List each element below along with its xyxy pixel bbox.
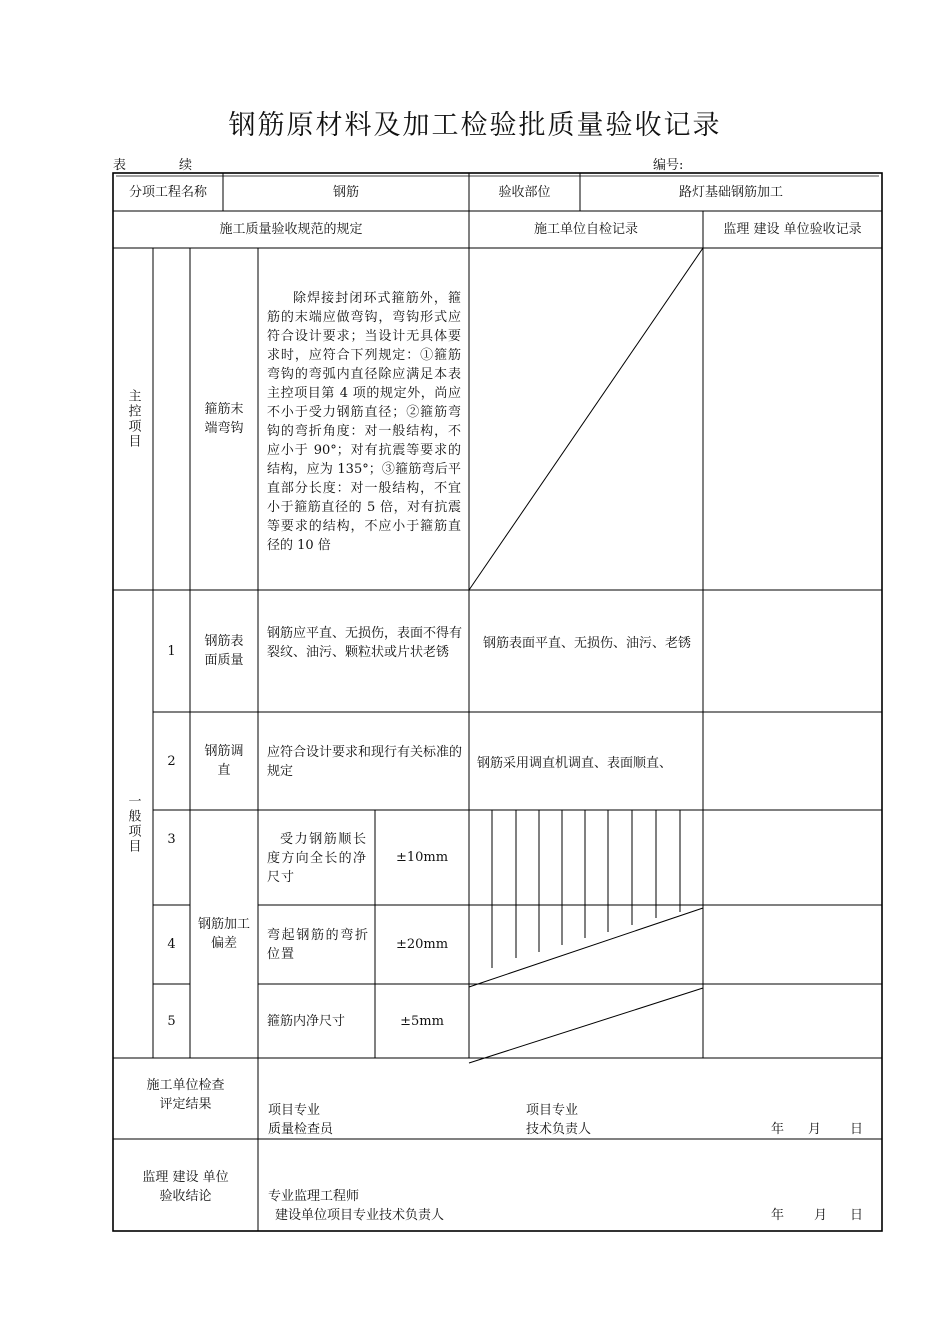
general-item-2-requirement: 应符合设计要求和现行有关标准的规定 xyxy=(267,745,463,779)
spec-header: 施工质量验收规范的规定 xyxy=(219,222,363,237)
project-name-value: 钢筋 xyxy=(332,184,359,200)
supervision-engineer-label: 专业监理工程师 xyxy=(268,1189,360,1204)
general-item-1-name-2: 面质量 xyxy=(204,653,244,668)
general-category: 一般项目 xyxy=(125,794,141,854)
deviation-5-name: 箍筋内净尺寸 xyxy=(267,1013,346,1029)
location-value: 路灯基础钢筋加工 xyxy=(678,184,783,200)
owner-tech-label: 建设单位项目专业技术负责人 xyxy=(275,1208,445,1223)
deviation-4-tolerance: ±20mm xyxy=(395,937,449,952)
deviation-4-no: 4 xyxy=(167,937,176,952)
main-control-category: 主控项目 xyxy=(125,389,141,449)
general-item-1-requirement: 钢筋应平直、无损伤，表面不得有裂纹、油污、颗粒状或片状老锈 xyxy=(267,626,463,660)
deviation-3-name: 受力钢筋顺长度方向全长的净尺寸 xyxy=(267,832,367,885)
deviation-4-name: 弯起钢筋的弯折位置 xyxy=(267,928,369,962)
general-item-1-name xyxy=(190,590,258,712)
supervision-year: 年 xyxy=(771,1208,785,1223)
page-title: 钢筋原材料及加工检验批质量验收记录 xyxy=(228,110,722,141)
tech-lead-label-1: 项目专业 xyxy=(526,1103,579,1118)
main-control-item-cell xyxy=(190,248,258,590)
inspector-label-1: 项目专业 xyxy=(268,1103,321,1118)
form-label: 表 xyxy=(113,158,127,173)
general-item-2-name xyxy=(190,712,258,810)
tech-lead-label xyxy=(526,1101,591,1139)
general-item-2-name-2: 直 xyxy=(217,763,231,778)
deviation-5-no: 5 xyxy=(167,1013,176,1029)
construction-result-label xyxy=(113,1076,258,1122)
general-item-2-no: 2 xyxy=(167,753,176,769)
form-cont-label: 续 xyxy=(179,158,193,173)
supervision-result-label-2: 验收结论 xyxy=(159,1189,212,1204)
supervision-result-label-1: 监理 建设 单位 xyxy=(142,1170,229,1185)
inspector-label-2: 质量检查员 xyxy=(268,1122,334,1137)
supervision-header: 监理 建设 单位验收记录 xyxy=(723,222,862,237)
construction-result-label-1: 施工单位检查 xyxy=(146,1078,225,1093)
construction-day: 日 xyxy=(850,1122,864,1137)
self-check-header: 施工单位自检记录 xyxy=(533,222,638,237)
project-name-label: 分项工程名称 xyxy=(128,184,207,200)
inspector-label xyxy=(268,1101,333,1139)
number-label: 编号: xyxy=(653,158,684,173)
deviation-3-tolerance: ±10mm xyxy=(395,850,449,865)
supervision-day: 日 xyxy=(850,1208,864,1223)
general-item-1-no: 1 xyxy=(167,643,176,659)
deviation-group-2: 偏差 xyxy=(210,936,237,951)
general-category-cell xyxy=(113,590,153,1058)
deviation-group-1: 钢筋加工 xyxy=(197,917,250,932)
tech-lead-label-2: 技术负责人 xyxy=(526,1122,592,1137)
supervision-result-label xyxy=(113,1168,258,1208)
deviation-5-tolerance: ±5mm xyxy=(400,1013,444,1029)
main-control-requirement: 除焊接封闭环式箍筋外，箍筋的末端应做弯钩，弯钩形式应符合设计要求；当设计无具体要求时，应符合下列规定：①箍筋弯钩的弯弧内直径除应满足本表主控项目第 4 项的规定外，尚应不小于受力钢筋直径；②箍筋弯钩的弯折角度：对一般结构，不应小于 90°；对有抗震等要求的结构，应为 135°；③箍筋弯后平直部分长度：对一般结构，不宜小于箍筋直径的 5 倍，对有抗震等要求的结构，不应小于箍筋直径的 10 倍 xyxy=(267,291,461,553)
general-item-2-name-1: 钢筋调 xyxy=(204,744,244,759)
general-item-1-name-1: 钢筋表 xyxy=(204,634,244,649)
main-control-category-cell xyxy=(113,248,153,590)
deviation-3-no: 3 xyxy=(167,831,176,847)
construction-month: 月 xyxy=(808,1122,822,1137)
main-control-item-name-1: 箍筋末 xyxy=(204,402,244,417)
general-item-2-record: 钢筋采用调直机调直、表面顺直、 xyxy=(477,756,673,771)
location-label: 验收部位 xyxy=(498,184,551,200)
supervision-month: 月 xyxy=(814,1208,828,1223)
deviation-group xyxy=(190,810,258,1058)
main-control-item-name-2: 端弯钩 xyxy=(204,421,244,436)
construction-result-label-2: 评定结果 xyxy=(159,1097,212,1112)
general-item-1-record: 钢筋表面平直、无损伤、油污、老锈 xyxy=(482,636,691,651)
construction-year: 年 xyxy=(771,1122,785,1137)
